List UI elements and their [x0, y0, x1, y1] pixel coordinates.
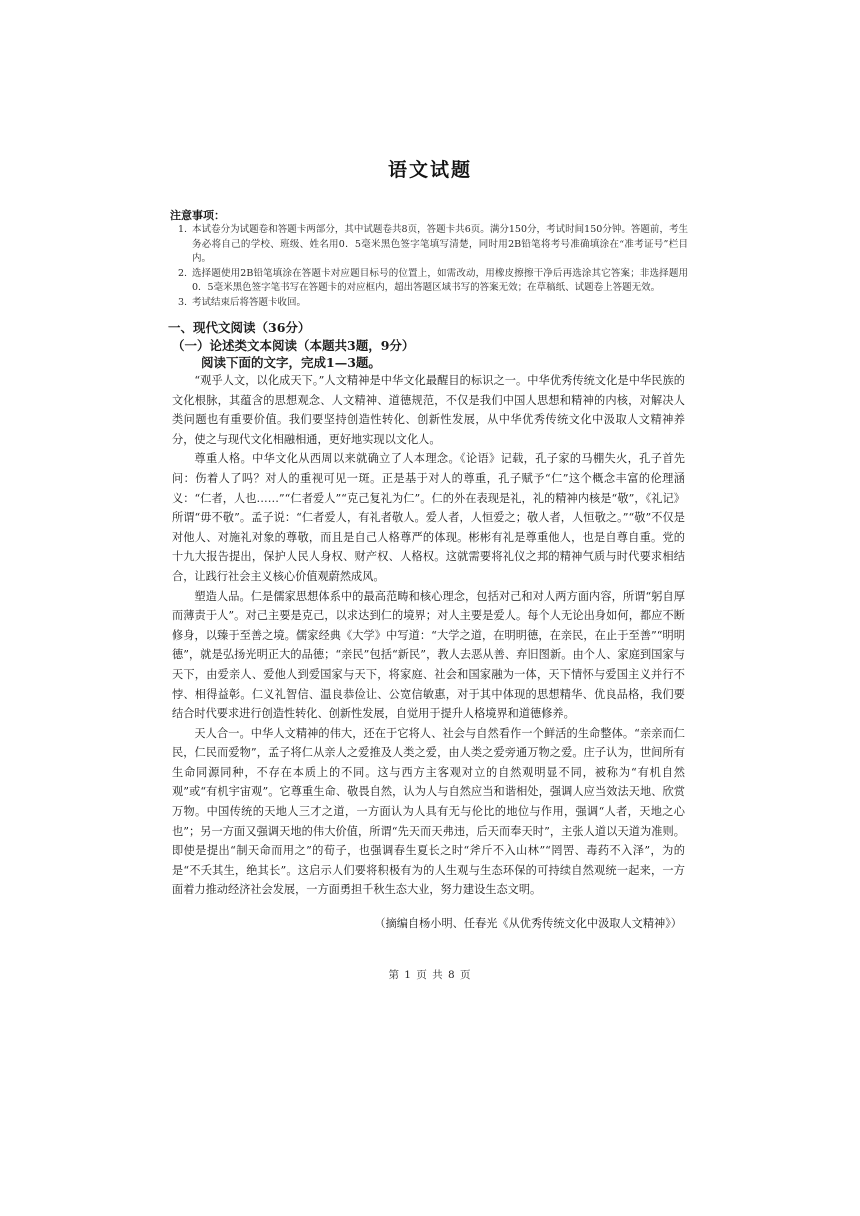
note-number: 2. [178, 267, 188, 279]
note-item [178, 296, 688, 311]
subsection-heading: （一）论述类文本阅读（本题共3题，9分） [172, 338, 415, 353]
passage-source: （摘编自杨小明、任春光《从优秀传统文化中汲取人文精神》） [374, 917, 682, 930]
note-number: 1. [178, 224, 188, 235]
note-text: 选择题使用2B铅笔填涂在答题卡对应题目标号的位置上，如需改动，用橡皮擦擦干净后再选涂其它答案；非选择题用0．5毫米黑色签字笔书写在答题卡的对应框内，超出答题区域书写的答案无效；在草稿纸、试题卷上答题无效。 [192, 267, 688, 293]
note-item [178, 223, 688, 267]
note-text: 本试卷分为试题卷和答题卡两部分，其中试题卷共8页，答题卡共6页。满分150分，考试时间150分钟。答题前，考生务必将自己的学校、班级、姓名用0．5毫米黑色签字笔填写清楚，同时用2B铅笔将考号准确填涂在“准考证号”栏目内。 [192, 224, 688, 264]
passage-paragraph: 天人合一。中华人文精神的伟大，还在于它将人、社会与自然看作一个鲜活的生命整体。“亲亲而仁民，仁民而爱物”，孟子将仁从亲人之爱推及人类之爱，由人类之爱旁通万物之爱。庄子认为，世间所有生命同源同种，不存在本质上的不同。这与西方主客观对立的自然观明显不同，被称为“有机自然观”或“有机宇宙观”。它尊重生命、敬畏自然，认为人与自然应当和谐相处，强调人应当效法天地、欣赏万物。中国传统的天地人三才之道，一方面认为人具有无与伦比的地位与作用，强调“人者，天地之心也”；另一方面又强调天地的伟大价值，所谓“先天而天弗违，后天而奉天时”，主张人道以天道为准则。即使是提出“制天命而用之”的荀子，也强调春生夏长之时“斧斤不入山林”“罔罟、毒药不入泽”，为的是“不夭其生，绝其长”。这启示人们要将积极有为的人生观与生态环保的可持续自然观统一起来，一方面着力推动经济社会发展，一方面勇担千秋生态大业，努力建设生态文明。 [172, 726, 685, 897]
note-number: 3. [178, 296, 188, 308]
note-item [178, 267, 688, 296]
page-title: 语文试题 [387, 159, 472, 181]
reading-passage [172, 371, 685, 900]
passage-paragraph: 塑造人品。仁是儒家思想体系中的最高范畴和核心理念，包括对己和对人两方面内容，所谓“躬自厚而薄责于人”。对己主要是克己，以求达到仁的境界；对人主要是爱人。每个人无论出身如何，都应不断修身，以臻于至善之境。儒家经典《大学》中写道：“大学之道，在明明德，在亲民，在止于至善”“明明德”，就是弘扬光明正大的品德；“亲民”包括“新民”，教人去恶从善、弃旧图新。由个人、家庭到国家与天下，由爱亲人、爱他人到爱国家与天下，将家庭、社会和国家融为一体，天下情怀与爱国主义并行不悖、相得益彰。仁义礼智信、温良恭俭让、公宽信敏惠，对于其中体现的思想精华、优良品格，我们要结合时代要求进行创造性转化、创新性发展，自觉用于提升人格境界和道德修养。 [172, 589, 685, 721]
notes-list [178, 223, 688, 310]
section-heading: 一、现代文阅读（36分） [168, 320, 311, 335]
passage-paragraph: “观乎人文，以化成天下。”人文精神是中华文化最醒目的标识之一。中华优秀传统文化是中华民族的文化根脉，其蕴含的思想观念、人文精神、道德规范，不仅是我们中国人思想和精神的内核，对解决人类问题也有重要价值。我们要坚持创造性转化、创新性发展，从中华优秀传统文化中汲取人文精神养分，使之与现代文化相融相通，更好地实现以文化人。 [172, 374, 685, 446]
page-footer: 第 1 页 共 8 页 [388, 969, 472, 981]
passage-paragraph: 尊重人格。中华文化从西周以来就确立了人本理念。《论语》记载，孔子家的马棚失火，孔子首先问：伤着人了吗？对人的重视可见一斑。正是基于对人的尊重，孔子赋予“仁”这个概念丰富的伦理涵义：“仁者，人也……”“仁者爱人”“克己复礼为仁”。仁的外在表现是礼，礼的精神内核是“敬”，《礼记》所谓“毋不敬”。孟子说：“仁者爱人，有礼者敬人。爱人者，人恒爱之；敬人者，人恒敬之。”“敬”不仅是对他人、对施礼对象的尊敬，而且是自己人格尊严的体现。彬彬有礼是尊重他人，也是自尊自重。党的十九大报告提出，保护人民人身权、财产权、人格权。这就需要将礼仪之邦的精神气质与时代要求相结合，让践行社会主义核心价值观蔚然成风。 [172, 452, 685, 583]
notes-heading: 注意事项： [170, 209, 225, 222]
note-text: 考试结束后将答题卡收回。 [192, 296, 307, 308]
reading-instruction: 阅读下面的文字，完成1—3题。 [201, 355, 381, 370]
